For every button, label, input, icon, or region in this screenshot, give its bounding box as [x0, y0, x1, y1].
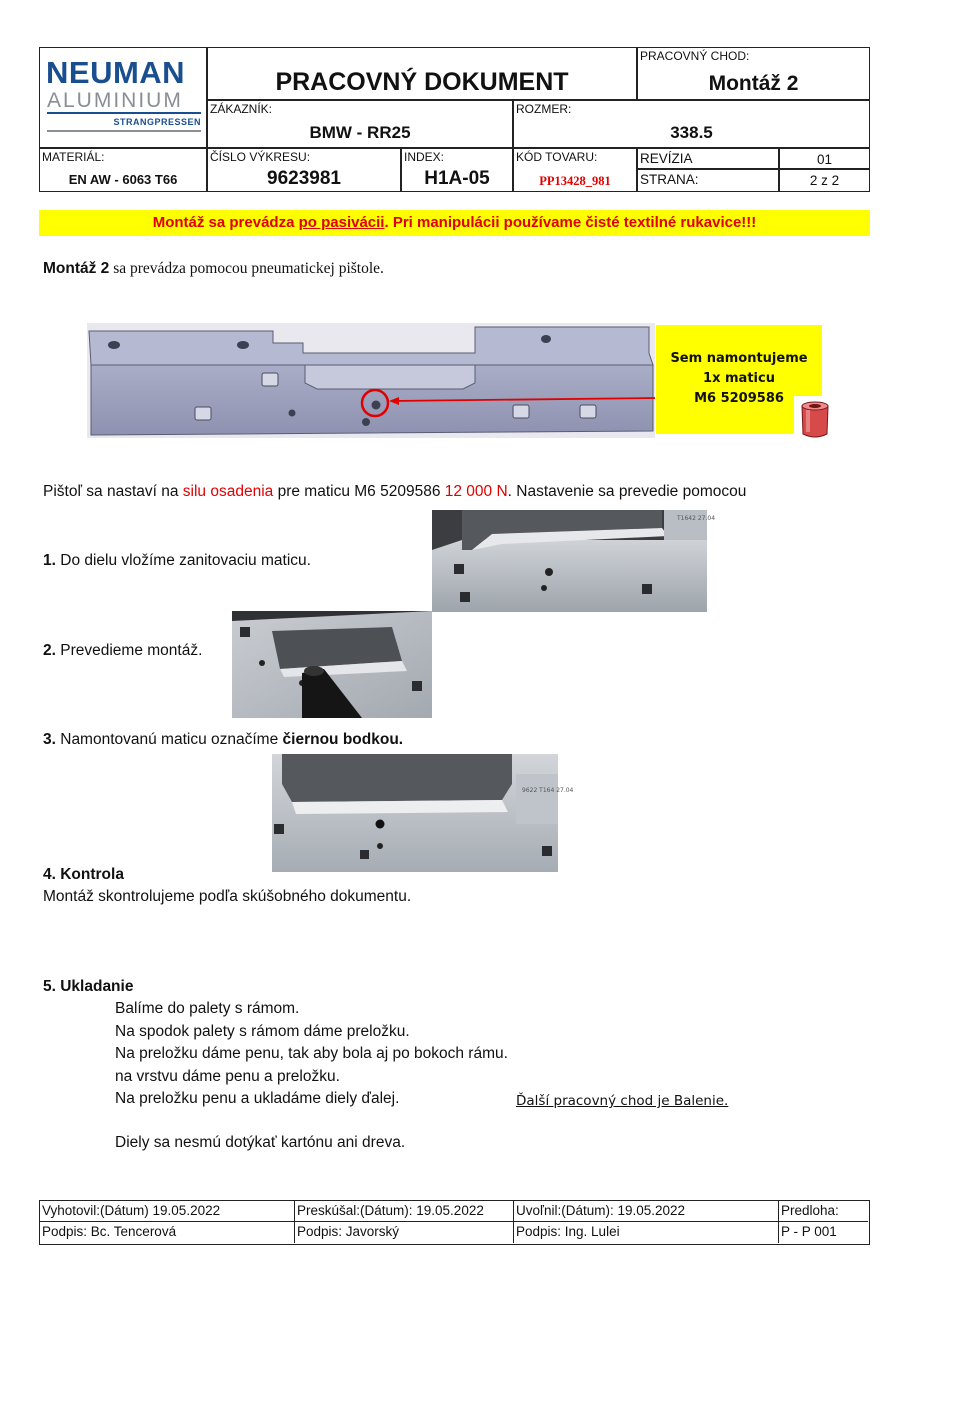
footer-checked-sign: Podpis: Javorský	[295, 1222, 514, 1243]
drawing-no-label: ČÍSLO VÝKRESU:	[210, 150, 311, 164]
step-3	[43, 730, 403, 750]
drawing-no-cell	[207, 148, 401, 191]
item-code-cell	[513, 148, 637, 191]
footer-template-label: Predloha:	[779, 1201, 868, 1222]
index-value: H1A-05	[424, 168, 490, 189]
callout-line2: 1x maticu	[703, 371, 775, 386]
dimension-cell	[513, 100, 869, 148]
item-code-value: PP13428_981	[539, 174, 611, 188]
logo-main-text: NEUMAN	[46, 55, 186, 90]
drawing-no-value: 9623981	[267, 168, 341, 189]
setting-line	[43, 482, 746, 502]
control-text: Montáž skontrolujeme podľa skúšobného dokumentu.	[43, 888, 412, 905]
photo-step-3	[272, 754, 574, 872]
storage-line-2: Na spodok palety s rámom dáme preložku.	[115, 1023, 410, 1040]
setting-part5: . Nastavenie sa prevedie pomocou	[507, 483, 747, 500]
setting-part3: pre maticu M6 5209586	[273, 483, 445, 500]
material-label: MATERIÁL:	[42, 150, 105, 164]
footer-checked: Preskúšal:(Dátum): 19.05.2022	[295, 1201, 514, 1222]
customer-value: BMW - RR25	[309, 123, 411, 142]
revision-label-cell	[637, 148, 779, 169]
page-label-cell	[637, 169, 779, 191]
page-label: STRANA:	[640, 172, 699, 187]
doc-title: PRACOVNÝ DOKUMENT	[275, 68, 569, 96]
intro-rest: sa prevádza pomocou pneumatickej pištole.	[109, 260, 384, 277]
callout-line3: M6 5209586	[694, 391, 784, 406]
callout-line1: Sem namontujeme	[670, 351, 808, 366]
footer-template-value: P - P 001	[781, 1224, 837, 1239]
step-2-num: 2.	[43, 642, 56, 659]
storage-note: Diely sa nesmú dotýkať kartónu ani dreva.	[115, 1134, 406, 1151]
nut-image	[794, 396, 836, 442]
step-3-text: Namontovanú maticu označíme	[55, 731, 283, 748]
revision-label: REVÍZIA	[640, 151, 693, 166]
storage-line-5: Na preložku penu a ukladáme diely ďalej.	[115, 1090, 400, 1107]
footer-made-sign: Podpis: Bc. Tencerová	[40, 1222, 295, 1243]
warning-text	[39, 214, 870, 231]
photo3-label: 9622 T164 27.04	[522, 787, 574, 794]
logo-rule-bottom	[47, 130, 201, 132]
footer-released: Uvoľnil:(Dátum): 19.05.2022	[514, 1201, 779, 1222]
revision-value: 01	[816, 152, 833, 167]
step-3-num: 3.	[43, 731, 56, 748]
header-table	[39, 47, 870, 192]
warning-text-part2: po pasivácii	[298, 214, 385, 231]
work-step-label: PRACOVNÝ CHOD:	[640, 49, 750, 63]
customer-cell	[207, 100, 513, 148]
page-value: 2 z 2	[809, 173, 840, 188]
setting-force-value: 12 000 N	[444, 483, 508, 500]
setting-part1: Pištoľ sa nastaví na	[43, 483, 183, 500]
revision-value-cell	[779, 148, 869, 169]
index-cell	[401, 148, 513, 191]
step-1	[43, 551, 311, 571]
next-step-note: Ďalší pracovný chod je Balenie.	[516, 1093, 729, 1109]
photo1-label: T1642 27.04	[677, 515, 716, 522]
item-code-label: KÓD TOVARU:	[516, 150, 598, 164]
storage-line-3: Na preložku dáme penu, tak aby bola aj po bokoch rámu.	[115, 1045, 508, 1062]
step-2	[43, 641, 202, 661]
control-title: 4. Kontrola	[43, 866, 124, 883]
step-3-bold: čiernou bodkou.	[282, 731, 404, 748]
logo-sub-text: ALUMINIUM	[47, 89, 183, 112]
storage-title: 5. Ukladanie	[43, 978, 134, 995]
dimension-value: 338.5	[670, 123, 713, 142]
work-step-cell	[637, 48, 869, 100]
setting-force-label: silu osadenia	[182, 483, 274, 500]
storage-line-4: na vrstvu dáme penu a preložku.	[115, 1068, 340, 1085]
customer-label: ZÁKAZNÍK:	[210, 102, 273, 116]
warning-text-part1: Montáž sa prevádza	[152, 214, 299, 231]
material-value: EN AW - 6063 T66	[68, 172, 178, 187]
intro-bold: Montáž 2	[43, 260, 110, 277]
warning-text-part3: . Pri manipulácii používame čisté textilné rukavice!!!	[384, 214, 757, 231]
doc-title-cell	[207, 48, 637, 100]
intro-line	[43, 259, 384, 279]
step-1-text: Do dielu vložíme zanitovaciu maticu.	[55, 552, 311, 569]
footer-table	[39, 1200, 870, 1245]
logo-small-text: STRANGPRESSEN	[113, 117, 201, 127]
part-drawing	[87, 323, 655, 438]
dimension-label: ROZMER:	[516, 102, 572, 116]
step-2-text: Prevedieme montáž.	[55, 642, 203, 659]
page-value-cell	[779, 169, 869, 191]
footer-made: Vyhotovil:(Dátum) 19.05.2022	[40, 1201, 295, 1222]
step-1-num: 1.	[43, 552, 56, 569]
photo-step-2	[232, 611, 432, 718]
company-logo	[40, 48, 207, 148]
work-step-value: Montáž 2	[708, 72, 799, 95]
photo-step-1	[432, 510, 716, 612]
index-label: INDEX:	[404, 150, 445, 164]
warning-banner	[39, 210, 870, 236]
storage-line-1: Balíme do palety s rámom.	[115, 1000, 300, 1017]
material-cell	[40, 148, 207, 191]
logo-rule	[47, 112, 201, 114]
footer-released-sign: Podpis: Ing. Lulei	[514, 1222, 779, 1243]
